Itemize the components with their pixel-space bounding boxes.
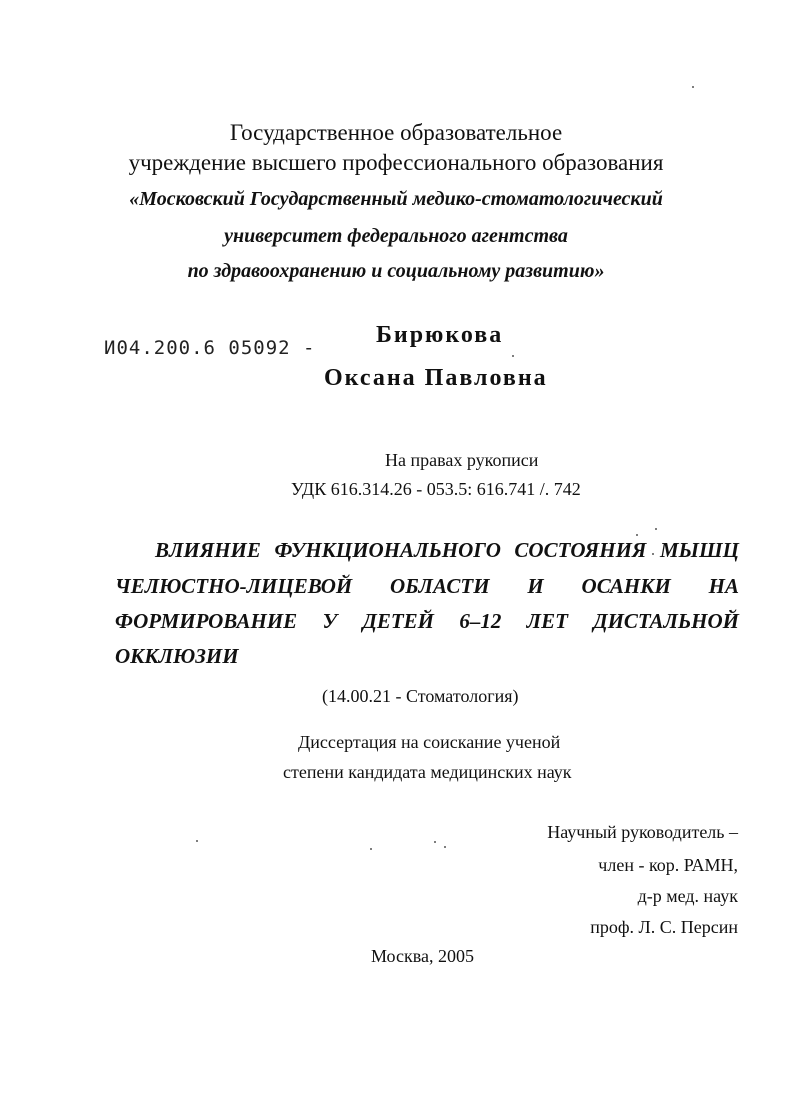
scan-speck	[196, 840, 198, 842]
institution-line-3: «Московский Государственный медико-стоматологический	[129, 188, 663, 210]
title-line-2	[115, 574, 739, 599]
title-line-3	[115, 609, 739, 634]
institution-line-1: Государственное образовательное	[229, 120, 563, 145]
author-surname: Бирюкова	[376, 322, 504, 348]
scan-speck	[444, 846, 446, 848]
title-word: ЛЕТ	[526, 609, 568, 633]
udc-code: УДК 616.314.26 - 053.5: 616.741 /. 742	[291, 479, 581, 499]
institution-line-5: по здравоохранению и социальному развитию»	[187, 260, 605, 282]
author-given-names: Оксана Павловна	[324, 365, 548, 391]
title-word: ДЕТЕЙ	[362, 609, 435, 633]
title-word: ОККЛЮЗИИ	[115, 644, 239, 668]
title-word: У	[322, 609, 338, 633]
dissertation-line-2: степени кандидата медицинских наук	[283, 762, 572, 782]
title-word: ЧЕЛЮСТНО-ЛИЦЕВОЙ	[115, 574, 353, 598]
scan-speck	[370, 848, 372, 850]
scan-speck	[692, 86, 694, 88]
title-word: ДИСТАЛЬНОЙ	[593, 609, 739, 633]
scan-speck	[652, 553, 654, 555]
title-line-1	[155, 538, 739, 563]
title-word: ОБЛАСТИ	[390, 574, 490, 598]
title-line-4	[115, 644, 739, 669]
title-word: ФУНКЦИОНАЛЬНОГО	[274, 538, 501, 562]
title-word: ФОРМИРОВАНИЕ	[115, 609, 298, 633]
manuscript-note: На правах рукописи	[385, 450, 539, 470]
title-word: 6–12	[459, 609, 502, 633]
supervisor-line-3: д-р мед. наук	[637, 886, 738, 906]
specialty-code: (14.00.21 - Стоматология)	[322, 686, 519, 706]
scan-speck	[655, 528, 657, 530]
place-year: Москва, 2005	[371, 946, 474, 966]
supervisor-line-1: Научный руководитель –	[547, 822, 738, 842]
title-word: СОСТОЯНИЯ	[514, 538, 647, 562]
institution-line-4: университет федерального агентства	[224, 225, 568, 247]
dissertation-line-1: Диссертация на соискание ученой	[298, 732, 561, 752]
supervisor-line-4: проф. Л. С. Персин	[590, 917, 738, 937]
title-word: И	[527, 574, 544, 598]
scan-speck	[434, 841, 436, 843]
institution-line-2: учреждение высшего профессионального образования	[128, 150, 664, 175]
supervisor-line-2: член - кор. РАМН,	[598, 855, 738, 875]
title-word: ОСАНКИ	[581, 574, 671, 598]
registration-stamp: И04.200.6 05092 -	[104, 337, 316, 359]
scan-speck	[636, 534, 638, 536]
title-word: МЫШЦ	[659, 538, 739, 562]
title-word: НА	[708, 574, 739, 598]
title-word: ВЛИЯНИЕ	[155, 538, 261, 562]
scan-speck	[512, 355, 514, 357]
